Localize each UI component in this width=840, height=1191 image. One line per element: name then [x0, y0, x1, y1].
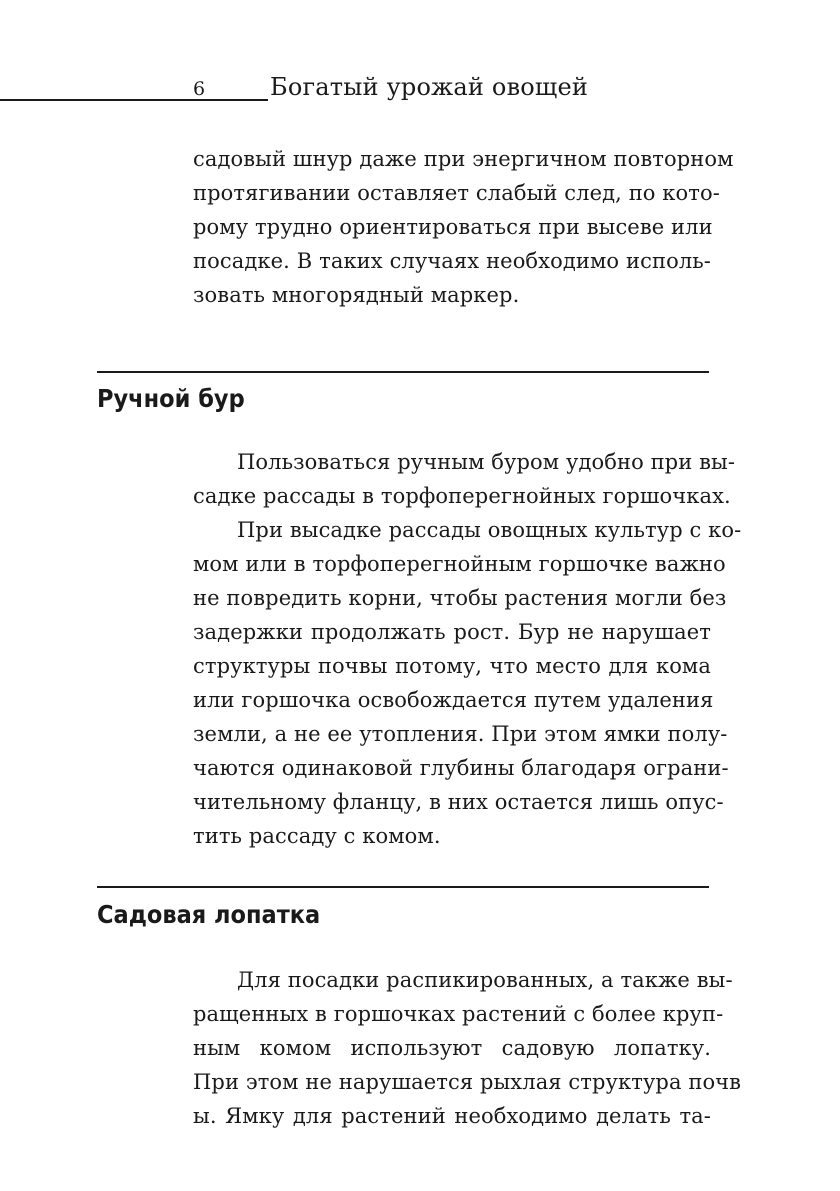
- text-line: садовый шнур даже при энергичном повторном: [193, 147, 734, 171]
- text-line: тить рассаду с комом.: [193, 824, 441, 848]
- text-line: или горшочка освобождается путем удаления: [193, 688, 714, 712]
- hand-drill-paragraph: [193, 445, 742, 853]
- intro-paragraph: [193, 142, 734, 312]
- text-line: Пользоваться ручным буром удобно при вы-: [237, 450, 736, 474]
- running-title: Богатый урожай овощей: [270, 73, 589, 101]
- text-line: земли, а не ее утопления. При этом ямки полу-: [193, 722, 728, 746]
- text-line: не повредить корни, чтобы растения могли без: [193, 586, 727, 610]
- page-number: 6: [193, 78, 206, 100]
- text-line: задержки продолжать рост. Бур не нарушает: [193, 620, 711, 644]
- garden-trowel-paragraph: [193, 963, 742, 1133]
- text-line: ы. Ямку для растений необходимо делать та-: [193, 1104, 711, 1128]
- text-line: При этом не нарушается рыхлая структура почв: [193, 1070, 742, 1094]
- text-line: ращенных в горшочках растений с более круп-: [193, 1002, 724, 1026]
- text-line: структуры почвы потому, что место для кома: [193, 654, 711, 678]
- text-line: протягивании оставляет слабый след, по кото-: [193, 181, 720, 205]
- text-line: При высадке рассады овощных культур с ко-: [237, 518, 742, 542]
- text-line: садке рассады в торфоперегнойных горшочках.: [193, 484, 731, 508]
- section-rule: [97, 886, 709, 888]
- text-line: чительному фланцу, в них остается лишь опус-: [193, 790, 724, 814]
- text-line: рому трудно ориентироваться при высеве или: [193, 215, 713, 239]
- section-heading-garden-trowel: Садовая лопатка: [97, 900, 321, 929]
- text-line: мом или в торфоперегнойным горшочке важно: [193, 552, 726, 576]
- text-line: зовать многорядный маркер.: [193, 283, 520, 307]
- text-line: ным комом используют садовую лопатку.: [193, 1036, 711, 1060]
- text-line: посадке. В таких случаях необходимо исполь-: [193, 249, 711, 273]
- header-rule: [0, 99, 268, 101]
- section-rule: [97, 371, 709, 373]
- text-line: чаются одинаковой глубины благодаря ограни-: [193, 756, 729, 780]
- text-line: Для посадки распикированных, а также вы-: [237, 968, 733, 992]
- section-heading-hand-drill: Ручной бур: [97, 384, 245, 413]
